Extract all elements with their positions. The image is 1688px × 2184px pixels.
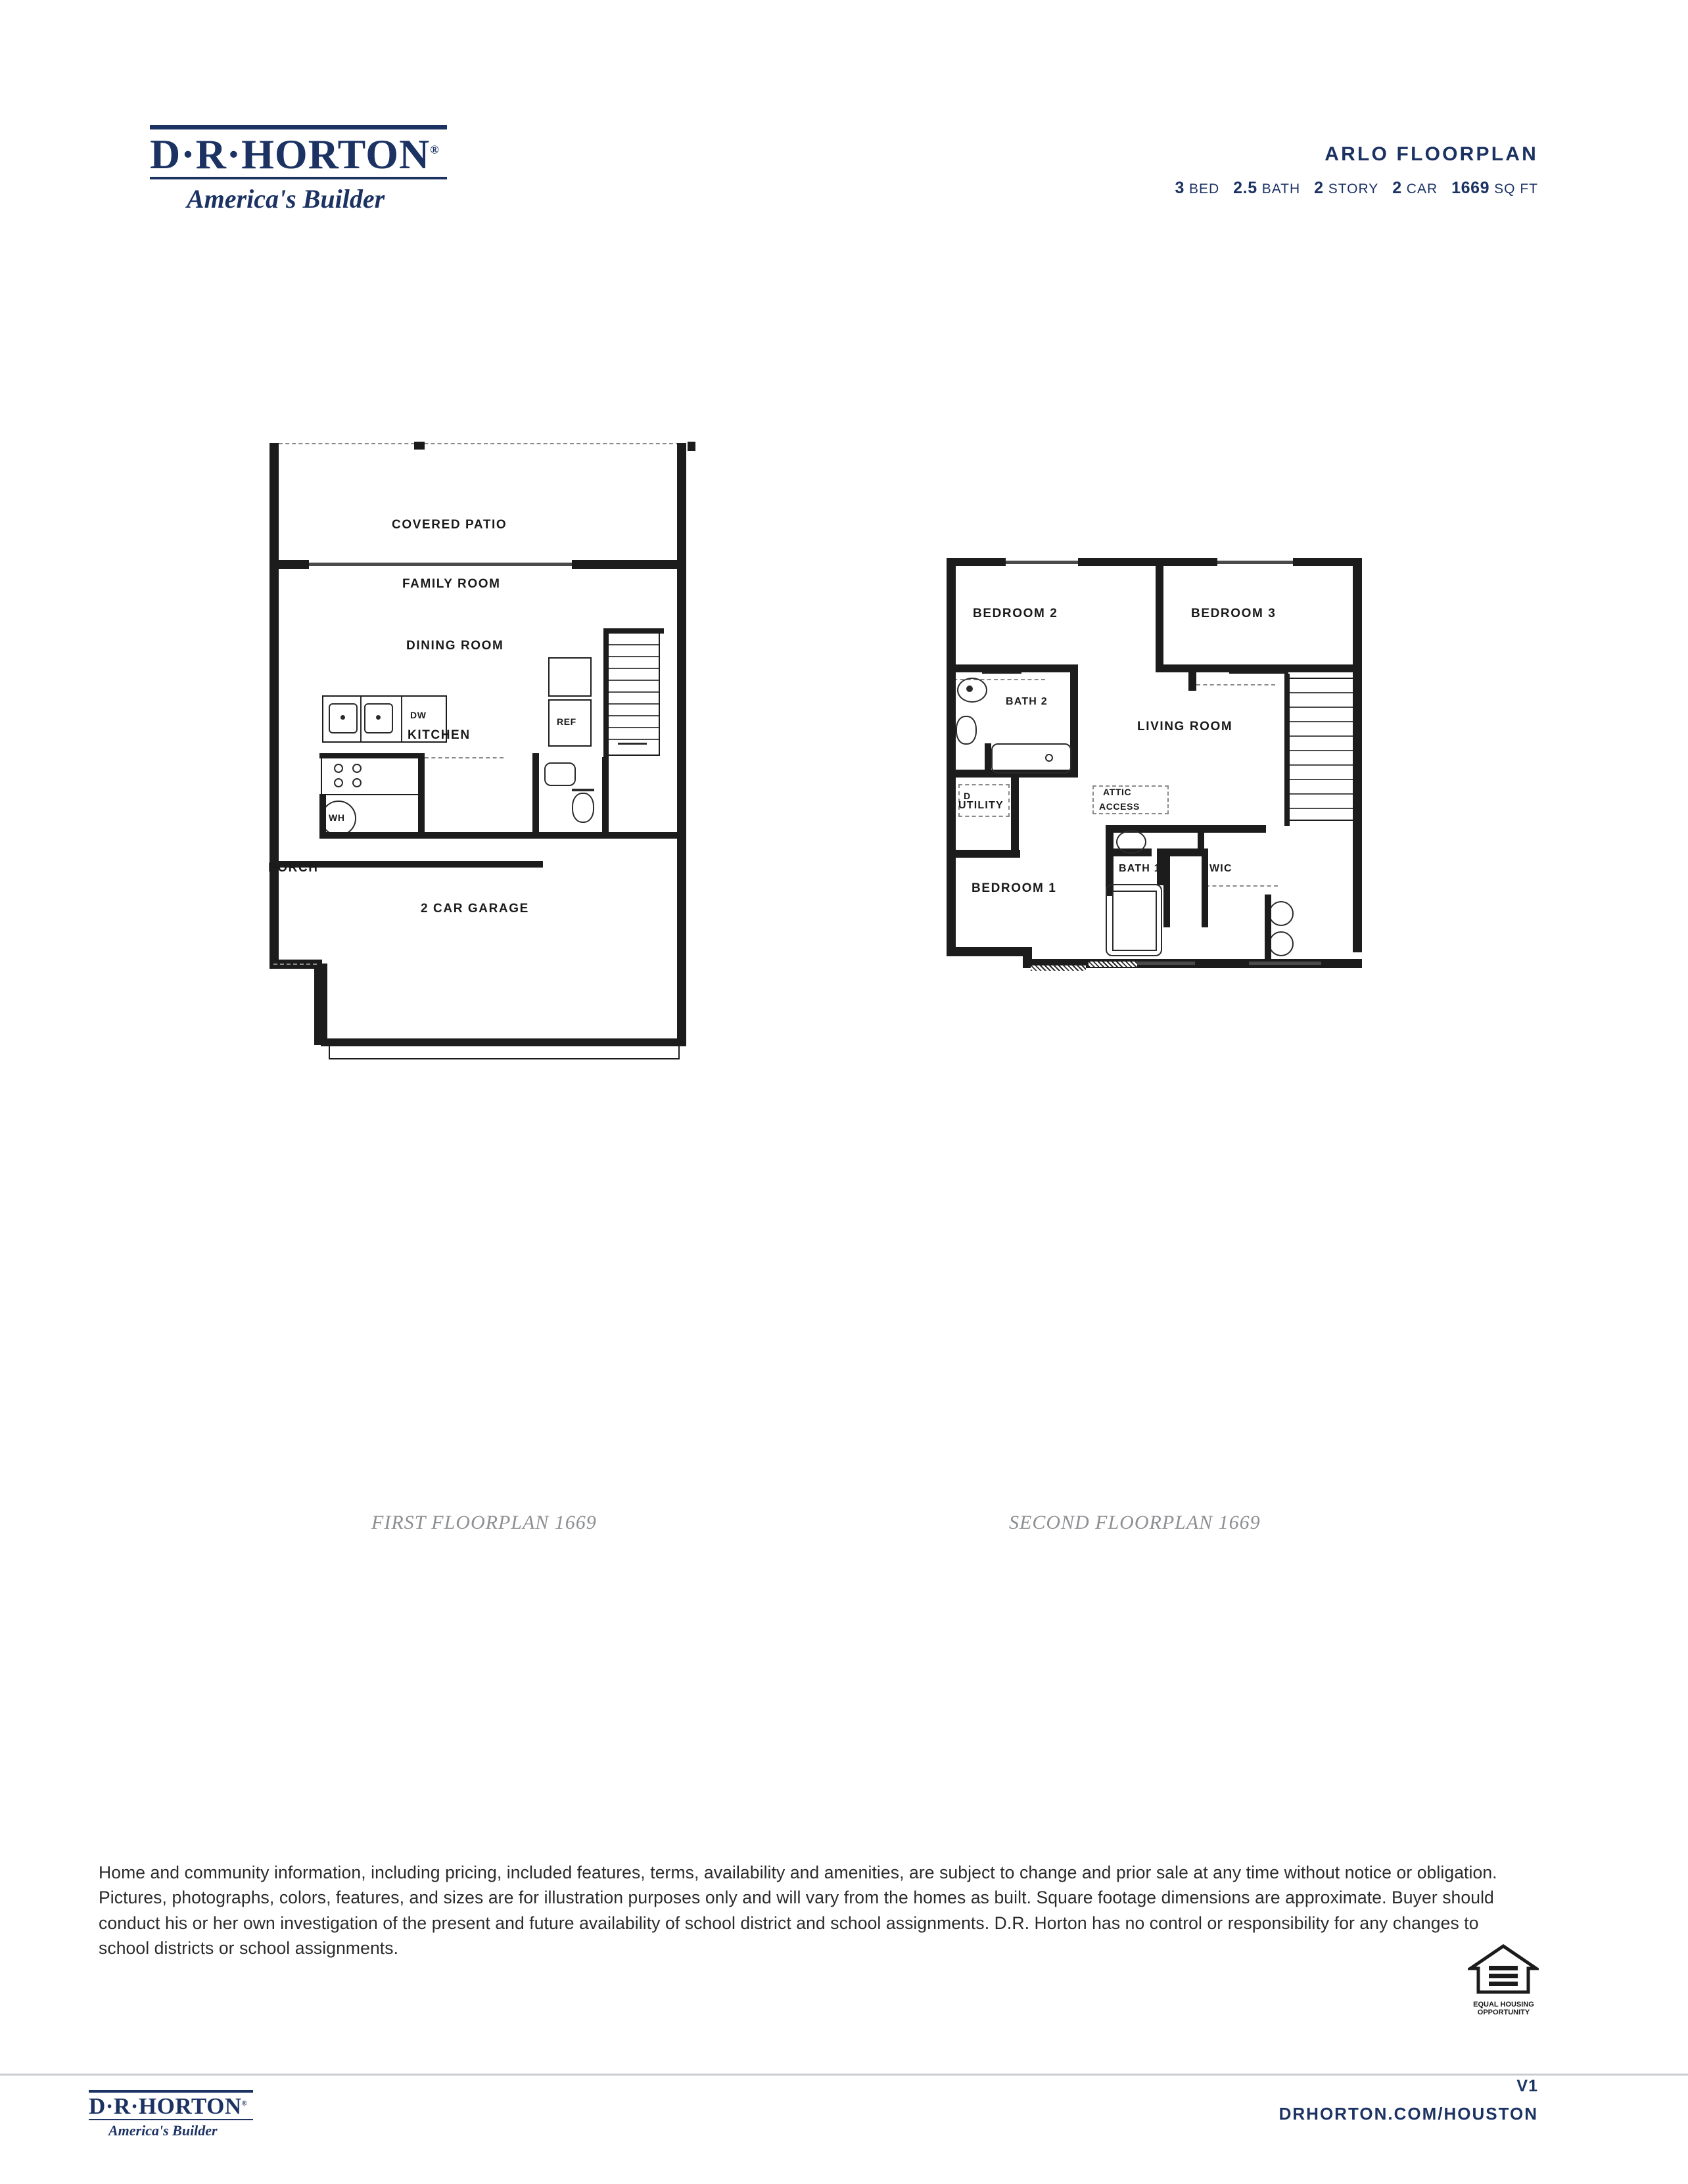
footer-logo-tagline: America's Builder <box>108 2122 218 2139</box>
eho-line-1: EQUAL HOUSING <box>1473 2000 1534 2009</box>
wic-fixture-1-icon <box>1269 901 1294 926</box>
attic-access-label: ACCESS <box>1099 801 1140 812</box>
patio-post <box>688 442 695 451</box>
dishwasher-label: DW <box>410 710 427 720</box>
garage-door <box>329 1045 680 1059</box>
window-bed1 <box>1137 962 1195 965</box>
room-label-covered-patio: COVERED PATIO <box>392 518 507 532</box>
spec-story-label: STORY <box>1328 181 1379 197</box>
closet-bed2 <box>982 664 1021 674</box>
caption-first-floorplan: FIRST FLOORPLAN 1669 <box>371 1512 597 1533</box>
bathtub-icon <box>991 743 1071 774</box>
floorplan-area <box>0 434 1688 1564</box>
plan-title-block <box>1175 143 1538 198</box>
page-header <box>0 125 1688 256</box>
water-heater-label: WH <box>329 812 345 823</box>
footer-logo-rule-top <box>89 2090 253 2093</box>
range-counter <box>321 756 419 795</box>
eho-line-2: OPPORTUNITY <box>1477 2008 1530 2016</box>
room-label-utility: UTILITY <box>958 800 1004 811</box>
stair-arrow <box>618 743 647 745</box>
page-title: ARLO FLOORPLAN <box>1325 143 1538 165</box>
stairs-second <box>1288 678 1354 821</box>
sink-icon <box>544 762 576 786</box>
patio-post-2 <box>414 442 425 450</box>
pantry-icon <box>548 657 592 697</box>
wall-right-patio <box>677 443 686 568</box>
rail-hatch-right <box>1089 962 1137 967</box>
equal-housing-opportunity-logo <box>1463 1942 1545 2018</box>
caption-second-floorplan: SECOND FLOORPLAN 1669 <box>1009 1512 1261 1533</box>
spec-bed-count: 3 <box>1175 179 1184 197</box>
refrigerator-label: REF <box>557 716 576 727</box>
patio-top-edge <box>272 443 680 444</box>
disclaimer-text: Home and community information, including pricing, included features, terms, availability and amenities, are subject to change and prior sale at any time without notice or obligation. Pictures, photographs, colors, features, and sizes are for illustration purposes only and will vary from the homes as built. Square footage dimensions are approximate. Buyer should conduct his or her own investigation of the present and future availability of school district and school assignments. D.R. Horton has no control or responsibility for any changes to school districts or school assignments. <box>99 1863 1497 1959</box>
equal-housing-house-icon <box>1468 1943 1539 1996</box>
spec-bath-count: 2.5 <box>1233 179 1257 197</box>
footer-logo-rule-bottom <box>89 2119 253 2120</box>
rail-hatch-left <box>1031 965 1086 971</box>
spec-story-count: 2 <box>1314 179 1324 197</box>
room-label-porch: PORCH <box>268 861 319 875</box>
dryer-label: D <box>964 791 971 801</box>
patio-door <box>309 563 572 566</box>
window-bed3 <box>1217 561 1293 564</box>
equal-housing-text <box>1463 2001 1545 2016</box>
room-label-kitchen: KITCHEN <box>408 728 471 742</box>
attic-label: ATTIC <box>1103 787 1132 797</box>
footer-registered-mark-icon: ® <box>241 2099 248 2108</box>
room-label-bath-2: BATH 2 <box>1006 696 1048 707</box>
footer-divider <box>0 2074 1688 2076</box>
sink-bath1-icon <box>1116 830 1146 854</box>
room-label-garage: 2 CAR GARAGE <box>421 902 529 916</box>
room-label-living-room: LIVING ROOM <box>1137 720 1233 733</box>
first-floorplan-drawing <box>263 434 710 1459</box>
spec-car-label: CAR <box>1406 181 1438 197</box>
plan-specs <box>1175 179 1538 198</box>
logo-rule-top <box>150 125 447 129</box>
shower-icon <box>1106 884 1162 956</box>
room-label-family-room: FAMILY ROOM <box>402 577 501 591</box>
room-label-wic: WIC <box>1209 863 1232 874</box>
spec-car-count: 2 <box>1392 179 1402 197</box>
window-bed2 <box>1006 561 1078 564</box>
second-floorplan-drawing <box>940 549 1387 1469</box>
footer-drhorton-logo <box>89 2090 273 2139</box>
spec-sqft-label: SQ FT <box>1494 181 1538 197</box>
toilet-bath2-icon <box>956 716 977 745</box>
document-version: V1 <box>1516 2077 1538 2095</box>
toilet-icon <box>572 793 594 823</box>
room-label-bedroom-2: BEDROOM 2 <box>973 607 1058 620</box>
spec-bed-label: BED <box>1188 181 1220 197</box>
drhorton-logo <box>150 125 459 214</box>
wic-fixture-2-icon <box>1269 931 1294 956</box>
stairs-first <box>607 631 660 756</box>
footer-logo-wordmark: D·R·HORTON® <box>89 2093 248 2119</box>
room-label-bedroom-1: BEDROOM 1 <box>972 881 1057 895</box>
closet-bed3 <box>1229 664 1288 674</box>
registered-mark-icon: ® <box>430 143 440 156</box>
footer-website-url[interactable]: DRHORTON.COM/HOUSTON <box>1278 2104 1538 2124</box>
room-label-dining-room: DINING ROOM <box>406 639 504 653</box>
footer-right-block <box>1279 2077 1538 2124</box>
spec-bath-label: BATH <box>1261 181 1301 197</box>
spec-sqft-value: 1669 <box>1451 179 1490 197</box>
room-label-bedroom-3: BEDROOM 3 <box>1191 607 1277 620</box>
logo-wordmark: D·R·HORTON® <box>150 131 440 177</box>
room-label-bath-1: BATH 1 <box>1119 863 1161 874</box>
wall-left-patio <box>270 443 279 568</box>
logo-tagline: America's Builder <box>187 184 385 214</box>
